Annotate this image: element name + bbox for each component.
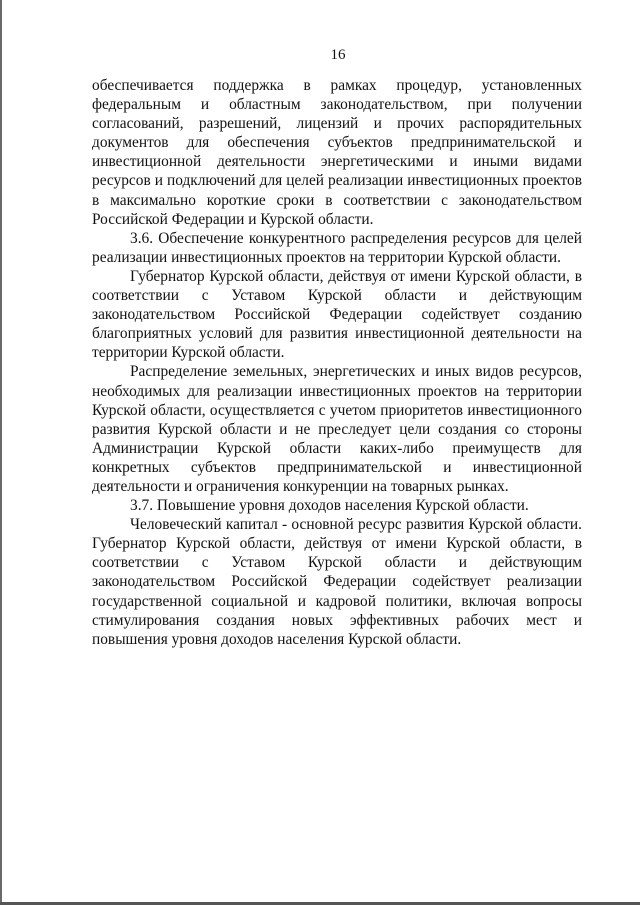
section-heading-3-7: 3.7. Повышение уровня доходов населения Курской области. [130, 497, 529, 515]
paragraph-governor-investment: Губернатор Курской области, действуя от имени Курской области, в соответствии с Уставом Курской области и действующим законодательством Российской Федерации содействует созданию благоприятных условий для развития инвестиционной деятельности на территории Курской области. [92, 267, 582, 362]
page-number: 16 [330, 47, 346, 63]
paragraph-continuation: обеспечивается поддержка в рамках процедур, установленных федеральным и областным законодательством, при получении согласований, разрешений, лицензий и прочих распорядительных документов для обеспечения субъектов предпринимательской и инвестиционной деятельности энергетическими и иными видами ресурсов и подключений для целей реализации инвестиционных проектов в максимально короткие сроки в соответствии с законодательством Российской Федерации и Курской области. [92, 77, 582, 228]
scan-left-edge [0, 0, 2, 905]
document-body [92, 76, 582, 649]
paragraph-human-capital: Человеческий капитал - основной ресурс развития Курской области. Губернатор Курской области, действуя от имени Курской области, в соответствии с Уставом Курской области и действующим законодательством Российской Федерации содействует реализации государственной социальной и кадровой политики, включая вопросы стимулирования создания новых эффективных рабочих мест и повышения уровня доходов населения Курской области. [92, 516, 582, 648]
section-heading-3-6: 3.6. Обеспечение конкурентного распределения ресурсов для целей реализации инвестиционных проектов на территории Курской области. [92, 229, 582, 266]
paragraph-resource-distribution: Распределение земельных, энергетических и иных видов ресурсов, необходимых для реализации инвестиционных проектов на территории Курской области, осуществляется с учетом приоритетов инвестиционного развития Курской области и не преследует цели создания со стороны Администрации Курской области каких-либо преимуществ для конкретных субъектов предпринимательской и инвестиционной деятельности и ограничения конкуренции на товарных рынках. [92, 363, 582, 495]
